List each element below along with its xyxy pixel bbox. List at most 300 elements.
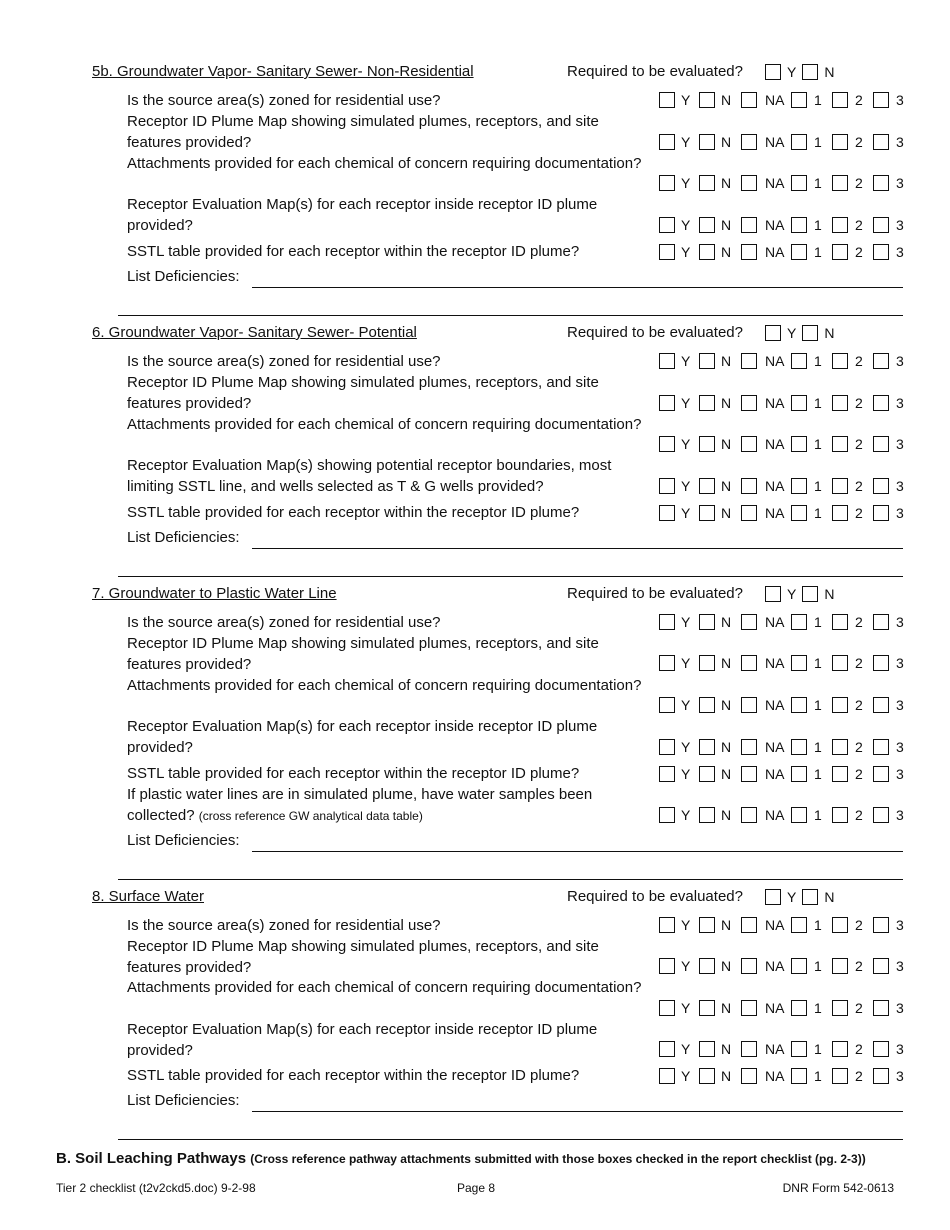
option-2[interactable]: 2 xyxy=(832,1068,873,1084)
option-no[interactable]: N xyxy=(699,1000,741,1016)
checkbox[interactable] xyxy=(791,175,807,191)
checkbox[interactable] xyxy=(659,766,675,782)
option-1[interactable]: 1 xyxy=(791,175,832,191)
checkbox[interactable] xyxy=(699,244,715,260)
checkbox[interactable] xyxy=(699,1000,715,1016)
option-1[interactable]: 1 xyxy=(791,1068,832,1084)
checkbox[interactable] xyxy=(873,134,889,150)
option-yes[interactable]: Y xyxy=(659,1068,699,1084)
option-1[interactable]: 1 xyxy=(791,478,832,494)
option-3[interactable]: 3 xyxy=(873,1041,908,1057)
checkbox[interactable] xyxy=(873,697,889,713)
option-na[interactable]: NA xyxy=(741,244,791,260)
checkbox[interactable] xyxy=(802,64,818,80)
option-no[interactable]: N xyxy=(699,395,741,411)
part-b-note: (Cross reference pathway attachments submitted with those boxes checked in the report checklist (pg. 2-3)) xyxy=(250,1152,866,1166)
question: Attachments provided for each chemical of concern requiring documentation? xyxy=(127,979,642,996)
checkbox[interactable] xyxy=(765,64,781,80)
option-no[interactable]: N xyxy=(699,655,741,671)
checkbox[interactable] xyxy=(832,92,848,108)
option-2[interactable]: 2 xyxy=(832,244,873,260)
option-na[interactable]: NA xyxy=(741,807,791,823)
checkbox[interactable] xyxy=(873,917,889,933)
option-na[interactable]: NA xyxy=(741,175,791,191)
option-3[interactable]: 3 xyxy=(873,353,908,369)
checkbox[interactable] xyxy=(741,478,757,494)
option-1[interactable]: 1 xyxy=(791,614,832,630)
option-2[interactable]: 2 xyxy=(832,614,873,630)
option-na[interactable]: NA xyxy=(741,614,791,630)
checkbox[interactable] xyxy=(659,1068,675,1084)
option-yes[interactable]: Y xyxy=(659,353,699,369)
option-yes[interactable]: Y xyxy=(659,807,699,823)
option-3[interactable]: 3 xyxy=(873,395,908,411)
question: SSTL table provided for each receptor within the receptor ID plume? xyxy=(127,1067,580,1084)
required-yes-option[interactable]: Y xyxy=(765,889,800,905)
option-2[interactable]: 2 xyxy=(832,395,873,411)
checkbox[interactable] xyxy=(791,958,807,974)
option-2[interactable]: 2 xyxy=(832,217,873,233)
checkbox[interactable] xyxy=(802,889,818,905)
checkbox[interactable] xyxy=(832,655,848,671)
option-1[interactable]: 1 xyxy=(791,958,832,974)
answer-options xyxy=(659,614,908,630)
option-na[interactable]: NA xyxy=(741,697,791,713)
option-2[interactable]: 2 xyxy=(832,739,873,755)
option-2[interactable]: 2 xyxy=(832,92,873,108)
option-1[interactable]: 1 xyxy=(791,697,832,713)
checkbox[interactable] xyxy=(699,1041,715,1057)
checkbox[interactable] xyxy=(741,1041,757,1057)
checkbox[interactable] xyxy=(791,134,807,150)
option-3[interactable]: 3 xyxy=(873,478,908,494)
option-na[interactable]: NA xyxy=(741,395,791,411)
checkbox[interactable] xyxy=(699,395,715,411)
checkbox[interactable] xyxy=(873,1041,889,1057)
option-1[interactable]: 1 xyxy=(791,505,832,521)
checkbox[interactable] xyxy=(741,353,757,369)
checkbox[interactable] xyxy=(741,1068,757,1084)
section-divider xyxy=(118,315,903,316)
footer-page-number: Page 8 xyxy=(457,1181,496,1195)
option-na[interactable]: NA xyxy=(741,1041,791,1057)
option-no[interactable]: N xyxy=(699,505,741,521)
option-3[interactable]: 3 xyxy=(873,766,908,782)
checkbox[interactable] xyxy=(873,217,889,233)
checkbox[interactable] xyxy=(741,436,757,452)
checkbox[interactable] xyxy=(659,395,675,411)
checkbox[interactable] xyxy=(832,134,848,150)
checkbox[interactable] xyxy=(791,92,807,108)
option-na[interactable]: NA xyxy=(741,436,791,452)
checkbox[interactable] xyxy=(659,478,675,494)
option-2[interactable]: 2 xyxy=(832,353,873,369)
checkbox[interactable] xyxy=(659,134,675,150)
option-na[interactable]: NA xyxy=(741,478,791,494)
option-na[interactable]: NA xyxy=(741,739,791,755)
checkbox[interactable] xyxy=(791,505,807,521)
checkbox[interactable] xyxy=(765,325,781,341)
checkbox[interactable] xyxy=(873,958,889,974)
checkbox[interactable] xyxy=(832,739,848,755)
required-no-option[interactable]: N xyxy=(800,889,838,905)
checkbox[interactable] xyxy=(832,217,848,233)
checkbox[interactable] xyxy=(832,697,848,713)
option-3[interactable]: 3 xyxy=(873,917,908,933)
part-b-title: B. Soil Leaching Pathways xyxy=(56,1150,247,1167)
section-title: 5b. Groundwater Vapor- Sanitary Sewer- Non-Residential xyxy=(92,63,474,80)
checkbox[interactable] xyxy=(791,614,807,630)
checkbox[interactable] xyxy=(791,739,807,755)
checkbox[interactable] xyxy=(659,175,675,191)
option-1[interactable]: 1 xyxy=(791,217,832,233)
required-yes-option[interactable]: Y xyxy=(765,586,800,602)
deficiencies-field[interactable] xyxy=(252,851,903,852)
checkbox[interactable] xyxy=(699,175,715,191)
option-yes[interactable]: Y xyxy=(659,134,699,150)
option-yes[interactable]: Y xyxy=(659,175,699,191)
checkbox[interactable] xyxy=(791,655,807,671)
required-no-option[interactable]: N xyxy=(800,325,838,341)
option-yes[interactable]: Y xyxy=(659,1041,699,1057)
option-3[interactable]: 3 xyxy=(873,175,908,191)
option-3[interactable]: 3 xyxy=(873,958,908,974)
section-title: 7. Groundwater to Plastic Water Line xyxy=(92,585,337,602)
question: Is the source area(s) zoned for residential use? xyxy=(127,614,441,631)
option-na[interactable]: NA xyxy=(741,92,791,108)
option-2[interactable]: 2 xyxy=(832,766,873,782)
required-to-evaluate xyxy=(567,324,838,341)
checkbox[interactable] xyxy=(659,217,675,233)
checkbox[interactable] xyxy=(873,92,889,108)
checkbox[interactable] xyxy=(659,917,675,933)
checkbox[interactable] xyxy=(699,958,715,974)
checkbox[interactable] xyxy=(765,586,781,602)
required-to-evaluate xyxy=(567,585,838,602)
checkbox[interactable] xyxy=(741,92,757,108)
checkbox[interactable] xyxy=(791,917,807,933)
deficiencies-field[interactable] xyxy=(252,287,903,288)
answer-options xyxy=(659,505,908,521)
checkbox[interactable] xyxy=(741,766,757,782)
option-1[interactable]: 1 xyxy=(791,739,832,755)
option-no[interactable]: N xyxy=(699,478,741,494)
checkbox[interactable] xyxy=(791,697,807,713)
checkbox[interactable] xyxy=(802,325,818,341)
checkbox[interactable] xyxy=(659,655,675,671)
option-2[interactable]: 2 xyxy=(832,134,873,150)
checkbox[interactable] xyxy=(659,92,675,108)
answer-options xyxy=(659,739,908,755)
option-1[interactable]: 1 xyxy=(791,92,832,108)
answer-options xyxy=(659,395,908,411)
required-no-option[interactable]: N xyxy=(800,586,838,602)
option-no[interactable]: N xyxy=(699,134,741,150)
option-yes[interactable]: Y xyxy=(659,655,699,671)
checkbox[interactable] xyxy=(741,217,757,233)
checkbox[interactable] xyxy=(699,478,715,494)
option-na[interactable]: NA xyxy=(741,134,791,150)
option-no[interactable]: N xyxy=(699,217,741,233)
option-yes[interactable]: Y xyxy=(659,244,699,260)
footer-left: Tier 2 checklist (t2v2ckd5.doc) 9-2-98 xyxy=(56,1181,256,1195)
option-3[interactable]: 3 xyxy=(873,217,908,233)
checkbox[interactable] xyxy=(832,958,848,974)
option-yes[interactable]: Y xyxy=(659,505,699,521)
checkbox[interactable] xyxy=(791,436,807,452)
checkbox[interactable] xyxy=(791,353,807,369)
option-1[interactable]: 1 xyxy=(791,244,832,260)
footer-right: DNR Form 542-0613 xyxy=(782,1181,894,1195)
option-3[interactable]: 3 xyxy=(873,505,908,521)
option-3[interactable]: 3 xyxy=(873,614,908,630)
checkbox[interactable] xyxy=(791,1041,807,1057)
option-yes[interactable]: Y xyxy=(659,92,699,108)
checkbox[interactable] xyxy=(659,1000,675,1016)
checkbox[interactable] xyxy=(659,1041,675,1057)
checkbox[interactable] xyxy=(699,353,715,369)
option-no[interactable]: N xyxy=(699,739,741,755)
checkbox[interactable] xyxy=(791,217,807,233)
checkbox[interactable] xyxy=(741,175,757,191)
option-1[interactable]: 1 xyxy=(791,436,832,452)
option-1[interactable]: 1 xyxy=(791,917,832,933)
checkbox[interactable] xyxy=(791,478,807,494)
option-no[interactable]: N xyxy=(699,1041,741,1057)
checkbox[interactable] xyxy=(699,134,715,150)
option-1[interactable]: 1 xyxy=(791,1000,832,1016)
option-yes[interactable]: Y xyxy=(659,739,699,755)
option-2[interactable]: 2 xyxy=(832,436,873,452)
checkbox[interactable] xyxy=(659,505,675,521)
checkbox[interactable] xyxy=(699,92,715,108)
option-2[interactable]: 2 xyxy=(832,1000,873,1016)
checkbox[interactable] xyxy=(659,807,675,823)
checkbox[interactable] xyxy=(832,505,848,521)
checkbox[interactable] xyxy=(832,353,848,369)
checkbox[interactable] xyxy=(699,917,715,933)
checkbox[interactable] xyxy=(741,134,757,150)
checkbox[interactable] xyxy=(741,244,757,260)
checkbox[interactable] xyxy=(832,614,848,630)
answer-options xyxy=(659,436,908,452)
checkbox[interactable] xyxy=(832,917,848,933)
option-yes[interactable]: Y xyxy=(659,436,699,452)
option-3[interactable]: 3 xyxy=(873,739,908,755)
checkbox[interactable] xyxy=(873,353,889,369)
checkbox[interactable] xyxy=(873,505,889,521)
option-3[interactable]: 3 xyxy=(873,92,908,108)
option-yes[interactable]: Y xyxy=(659,614,699,630)
option-yes[interactable]: Y xyxy=(659,217,699,233)
option-2[interactable]: 2 xyxy=(832,1041,873,1057)
checkbox[interactable] xyxy=(659,614,675,630)
option-no[interactable]: N xyxy=(699,244,741,260)
option-no[interactable]: N xyxy=(699,353,741,369)
required-yes-option[interactable]: Y xyxy=(765,325,800,341)
checkbox[interactable] xyxy=(699,436,715,452)
option-no[interactable]: N xyxy=(699,175,741,191)
required-no-option[interactable]: N xyxy=(800,64,838,80)
checkbox[interactable] xyxy=(791,244,807,260)
checkbox[interactable] xyxy=(873,739,889,755)
option-3[interactable]: 3 xyxy=(873,436,908,452)
checkbox[interactable] xyxy=(873,478,889,494)
checkbox[interactable] xyxy=(741,1000,757,1016)
checkbox[interactable] xyxy=(659,697,675,713)
checkbox[interactable] xyxy=(741,739,757,755)
checkbox[interactable] xyxy=(832,1041,848,1057)
question: Is the source area(s) zoned for residential use? xyxy=(127,92,441,109)
option-1[interactable]: 1 xyxy=(791,807,832,823)
option-na[interactable]: NA xyxy=(741,958,791,974)
option-3[interactable]: 3 xyxy=(873,134,908,150)
option-1[interactable]: 1 xyxy=(791,353,832,369)
checkbox[interactable] xyxy=(699,739,715,755)
checkbox[interactable] xyxy=(791,1000,807,1016)
checkbox[interactable] xyxy=(699,697,715,713)
question: Receptor ID Plume Map showing simulated plumes, receptors, and site features provided? xyxy=(127,113,599,151)
checkbox[interactable] xyxy=(873,614,889,630)
option-no[interactable]: N xyxy=(699,917,741,933)
option-1[interactable]: 1 xyxy=(791,655,832,671)
option-na[interactable]: NA xyxy=(741,766,791,782)
option-no[interactable]: N xyxy=(699,614,741,630)
option-3[interactable]: 3 xyxy=(873,655,908,671)
required-yes-option[interactable]: Y xyxy=(765,64,800,80)
checkbox[interactable] xyxy=(791,766,807,782)
option-yes[interactable]: Y xyxy=(659,697,699,713)
option-na[interactable]: NA xyxy=(741,917,791,933)
option-no[interactable]: N xyxy=(699,697,741,713)
option-no[interactable]: N xyxy=(699,436,741,452)
checkbox[interactable] xyxy=(741,614,757,630)
option-2[interactable]: 2 xyxy=(832,958,873,974)
option-na[interactable]: NA xyxy=(741,1000,791,1016)
checkbox[interactable] xyxy=(832,175,848,191)
checkbox[interactable] xyxy=(832,436,848,452)
option-yes[interactable]: Y xyxy=(659,395,699,411)
question: SSTL table provided for each receptor within the receptor ID plume? xyxy=(127,765,580,782)
option-3[interactable]: 3 xyxy=(873,697,908,713)
answer-options xyxy=(659,353,908,369)
option-yes[interactable]: Y xyxy=(659,478,699,494)
option-yes[interactable]: Y xyxy=(659,766,699,782)
option-na[interactable]: NA xyxy=(741,217,791,233)
checkbox[interactable] xyxy=(699,505,715,521)
checkbox[interactable] xyxy=(832,766,848,782)
checkbox[interactable] xyxy=(791,1068,807,1084)
option-no[interactable]: N xyxy=(699,958,741,974)
option-yes[interactable]: Y xyxy=(659,917,699,933)
option-1[interactable]: 1 xyxy=(791,134,832,150)
checkbox[interactable] xyxy=(873,1068,889,1084)
checkbox[interactable] xyxy=(659,436,675,452)
checkbox[interactable] xyxy=(873,807,889,823)
checkbox[interactable] xyxy=(832,244,848,260)
option-2[interactable]: 2 xyxy=(832,917,873,933)
checkbox[interactable] xyxy=(802,586,818,602)
checkbox[interactable] xyxy=(741,917,757,933)
checkbox[interactable] xyxy=(659,739,675,755)
checkbox[interactable] xyxy=(832,1000,848,1016)
checkbox[interactable] xyxy=(873,766,889,782)
checkbox[interactable] xyxy=(659,353,675,369)
answer-options xyxy=(659,655,908,671)
question: Attachments provided for each chemical of concern requiring documentation? xyxy=(127,416,642,433)
option-na[interactable]: NA xyxy=(741,353,791,369)
option-no[interactable]: N xyxy=(699,807,741,823)
checkbox[interactable] xyxy=(741,505,757,521)
checkbox[interactable] xyxy=(699,1068,715,1084)
checkbox[interactable] xyxy=(791,395,807,411)
required-label: Required to be evaluated? xyxy=(567,585,743,602)
checkbox[interactable] xyxy=(791,807,807,823)
answer-options xyxy=(659,917,908,933)
option-3[interactable]: 3 xyxy=(873,807,908,823)
checkbox[interactable] xyxy=(741,697,757,713)
checkbox[interactable] xyxy=(699,655,715,671)
checkbox[interactable] xyxy=(873,395,889,411)
option-1[interactable]: 1 xyxy=(791,766,832,782)
checkbox[interactable] xyxy=(832,395,848,411)
checkbox[interactable] xyxy=(659,958,675,974)
option-no[interactable]: N xyxy=(699,1068,741,1084)
checkbox[interactable] xyxy=(873,1000,889,1016)
option-na[interactable]: NA xyxy=(741,655,791,671)
option-1[interactable]: 1 xyxy=(791,395,832,411)
option-2[interactable]: 2 xyxy=(832,807,873,823)
option-na[interactable]: NA xyxy=(741,1068,791,1084)
checkbox[interactable] xyxy=(832,1068,848,1084)
deficiencies-field[interactable] xyxy=(252,1111,903,1112)
option-3[interactable]: 3 xyxy=(873,1068,908,1084)
checkbox[interactable] xyxy=(873,175,889,191)
checkbox[interactable] xyxy=(832,807,848,823)
option-2[interactable]: 2 xyxy=(832,655,873,671)
checkbox[interactable] xyxy=(765,889,781,905)
option-2[interactable]: 2 xyxy=(832,505,873,521)
checkbox[interactable] xyxy=(873,244,889,260)
checkbox[interactable] xyxy=(832,478,848,494)
checkbox[interactable] xyxy=(741,655,757,671)
option-2[interactable]: 2 xyxy=(832,175,873,191)
option-no[interactable]: N xyxy=(699,766,741,782)
option-yes[interactable]: Y xyxy=(659,1000,699,1016)
option-2[interactable]: 2 xyxy=(832,697,873,713)
option-no[interactable]: N xyxy=(699,92,741,108)
option-na[interactable]: NA xyxy=(741,505,791,521)
option-3[interactable]: 3 xyxy=(873,1000,908,1016)
option-yes[interactable]: Y xyxy=(659,958,699,974)
checkbox[interactable] xyxy=(741,807,757,823)
question-text: If plastic water lines are in simulated plume, have water samples been collected? xyxy=(127,786,593,824)
checkbox[interactable] xyxy=(659,244,675,260)
checkbox[interactable] xyxy=(873,436,889,452)
answer-options xyxy=(659,92,908,108)
deficiencies-field[interactable] xyxy=(252,548,903,549)
checkbox[interactable] xyxy=(699,807,715,823)
checkbox[interactable] xyxy=(741,395,757,411)
checkbox[interactable] xyxy=(699,766,715,782)
option-3[interactable]: 3 xyxy=(873,244,908,260)
checkbox[interactable] xyxy=(699,217,715,233)
option-2[interactable]: 2 xyxy=(832,478,873,494)
checkbox[interactable] xyxy=(873,655,889,671)
checkbox[interactable] xyxy=(699,614,715,630)
checkbox[interactable] xyxy=(741,958,757,974)
option-1[interactable]: 1 xyxy=(791,1041,832,1057)
